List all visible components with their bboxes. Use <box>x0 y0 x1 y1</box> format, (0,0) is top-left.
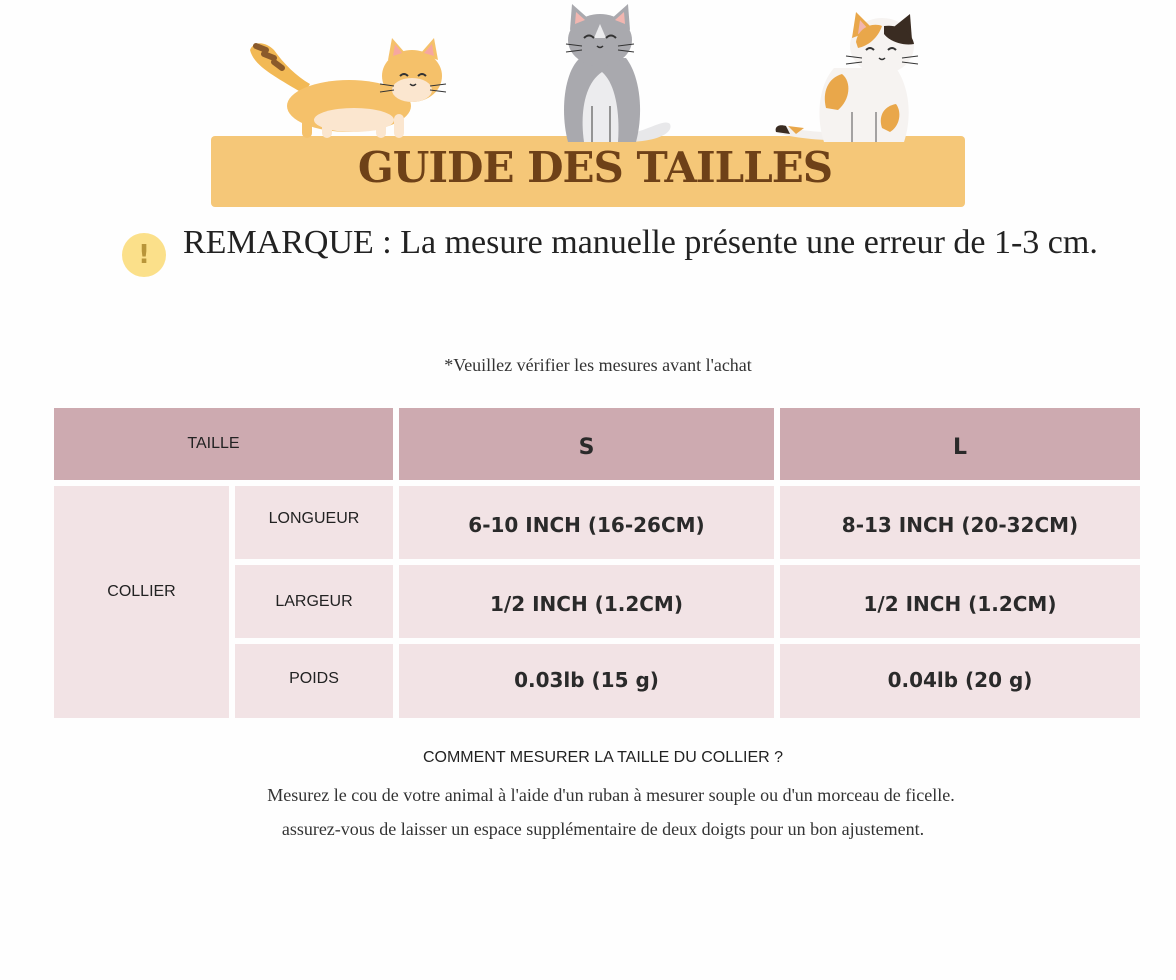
header-size-s: S <box>399 408 774 480</box>
row-label-longueur: LONGUEUR <box>235 486 393 559</box>
gray-cat-illustration <box>554 2 678 148</box>
value-poids-l: 0.04lb (20 g) <box>780 644 1140 718</box>
value-poids-s: 0.03lb (15 g) <box>399 644 774 718</box>
value-longueur-s: 6-10 INCH (16-26CM) <box>399 486 774 559</box>
how-to-title: COMMENT MESURER LA TAILLE DU COLLIER ? <box>422 749 784 766</box>
row-label-largeur: LARGEUR <box>235 565 393 638</box>
how-to-line-1: Mesurez le cou de votre animal à l'aide d'un ruban à mesurer souple ou d'un morceau de ficelle. <box>267 785 955 805</box>
page-title: GUIDE DES TAILLES <box>357 143 833 192</box>
calico-cat-illustration <box>772 8 922 148</box>
header-size-label: TAILLE <box>54 408 393 480</box>
orange-cat-illustration <box>244 36 454 142</box>
row-label-poids: POIDS <box>235 644 393 718</box>
header-size-l: L <box>780 408 1140 480</box>
how-to-line-2: assurez-vous de laisser un espace supplémentaire de deux doigts pour un bon ajustement. <box>281 819 925 839</box>
value-longueur-l: 8-13 INCH (20-32CM) <box>780 486 1140 559</box>
value-largeur-l: 1/2 INCH (1.2CM) <box>780 565 1140 638</box>
remark-text: REMARQUE : La mesure manuelle présente une erreur de 1-3 cm. <box>183 224 1098 261</box>
value-largeur-s: 1/2 INCH (1.2CM) <box>399 565 774 638</box>
verify-note: *Veuillez vérifier les mesures avant l'achat <box>444 355 752 375</box>
exclamation-icon: ! <box>122 233 166 277</box>
row-group-collier: COLLIER <box>54 486 229 718</box>
